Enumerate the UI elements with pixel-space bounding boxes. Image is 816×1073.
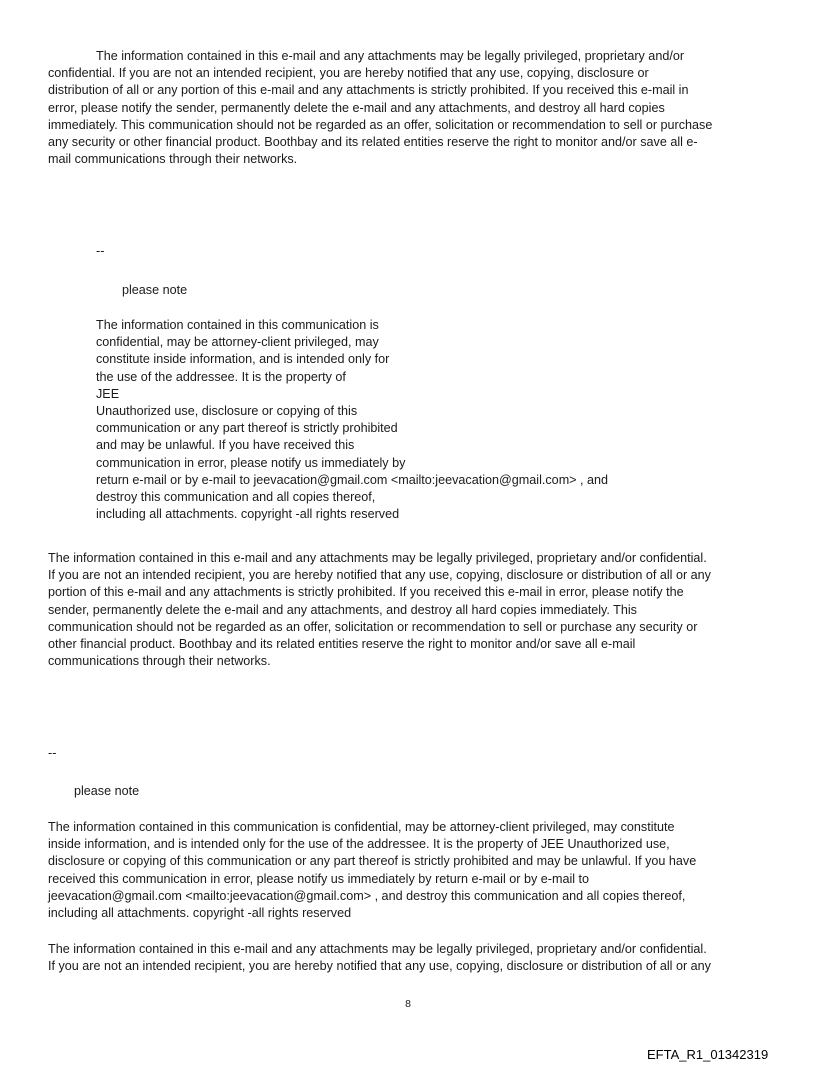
signature-separator-1: [96, 243, 104, 260]
text-line: The information contained in this e-mail and any attachments may be legally privileged, proprietary and/or confidential.: [48, 551, 707, 565]
text-line: communication in error, please notify us immediately by: [96, 455, 406, 470]
text-line: distribution of all or any portion of this e-mail and any attachments is strictly prohibited. If you received this e-mail in: [48, 83, 689, 98]
disclaimer-paragraph-3: [48, 941, 778, 975]
text-line: sender, permanently delete the e-mail and any attachments, and destroy all hard copies immediately. This: [48, 602, 637, 617]
text-line: The information contained in this e-mail and any attachments may be legally privileged, proprietary and/or: [96, 49, 685, 63]
disclaimer-paragraph-2: [48, 550, 778, 670]
text-line: and may be unlawful. If you have received this: [96, 438, 355, 453]
text-line: If you are not an intended recipient, you are hereby notified that any use, copying, disclosure or distribution of all or any: [48, 568, 711, 583]
text-line: portion of this e-mail and any attachments is strictly prohibited. If you received this e-mail in error, please notify the: [48, 585, 684, 600]
document-id: EFTA_R1_01342319: [647, 1047, 769, 1062]
text-line: The information contained in this communication is: [96, 318, 379, 332]
text-line: If you are not an intended recipient, you are hereby notified that any use, copying, disclosure or distribution of all or any: [48, 959, 711, 974]
text-line: disclosure or copying of this communication or any part thereof is strictly prohibited and may be unlawful. If you have: [48, 854, 697, 869]
confidentiality-notice-1: [96, 317, 676, 523]
text-line: return e-mail or by e-mail to jeevacation@gmail.com <mailto:jeevacation@gmail.com> , and: [96, 472, 609, 487]
signature-separator-2: [48, 745, 56, 762]
please-note-1: [122, 282, 187, 299]
text-line: confidential. If you are not an intended recipient, you are hereby notified that any use, copying, disclosure or: [48, 66, 649, 81]
separator-text: --: [48, 746, 57, 760]
text-line: other financial product. Boothbay and its related entities reserve the right to monitor and/or save all e-mail: [48, 637, 636, 652]
text-line: mail communications through their networks.: [48, 152, 298, 167]
please-note-text: please note: [122, 283, 188, 297]
text-line: the use of the addressee. It is the property of: [96, 369, 346, 384]
text-line: communications through their networks.: [48, 654, 271, 669]
text-line: JEE: [96, 386, 120, 401]
text-line: immediately. This communication should not be regarded as an offer, solicitation or recommendation to sell or purchase: [48, 117, 713, 132]
text-line: received this communication in error, please notify us immediately by return e-mail or by e-mail to: [48, 871, 590, 886]
text-line: including all attachments. copyright -all rights reserved: [96, 507, 400, 522]
text-line: error, please notify the sender, permanently delete the e-mail and any attachments, and destroy all hard copies: [48, 100, 665, 115]
separator-text: --: [96, 244, 105, 258]
text-line: The information contained in this communication is confidential, may be attorney-client privileged, may constitute: [48, 820, 675, 834]
text-line: confidential, may be attorney-client privileged, may: [96, 335, 379, 350]
disclaimer-paragraph-1: [48, 48, 778, 168]
please-note-2: [74, 783, 139, 800]
page-number: 8: [405, 998, 411, 1010]
text-line: The information contained in this e-mail and any attachments may be legally privileged, proprietary and/or confidential.: [48, 942, 707, 956]
text-line: Unauthorized use, disclosure or copying of this: [96, 404, 358, 419]
text-line: communication should not be regarded as an offer, solicitation or recommendation to sell or purchase any security or: [48, 619, 698, 634]
please-note-text: please note: [74, 784, 140, 798]
text-line: destroy this communication and all copies thereof,: [96, 490, 376, 505]
confidentiality-notice-2: [48, 819, 778, 922]
text-line: constitute inside information, and is intended only for: [96, 352, 390, 367]
text-line: any security or other financial product. Boothbay and its related entities reserve the right to monitor and/or save all e-: [48, 135, 698, 150]
text-line: communication or any part thereof is strictly prohibited: [96, 421, 398, 436]
text-line: including all attachments. copyright -all rights reserved: [48, 906, 352, 921]
text-line: inside information, and is intended only for the use of the addressee. It is the property of JEE Unauthorized use,: [48, 837, 670, 852]
text-line: jeevacation@gmail.com <mailto:jeevacation@gmail.com> , and destroy this communication and all copies thereof,: [48, 888, 686, 903]
